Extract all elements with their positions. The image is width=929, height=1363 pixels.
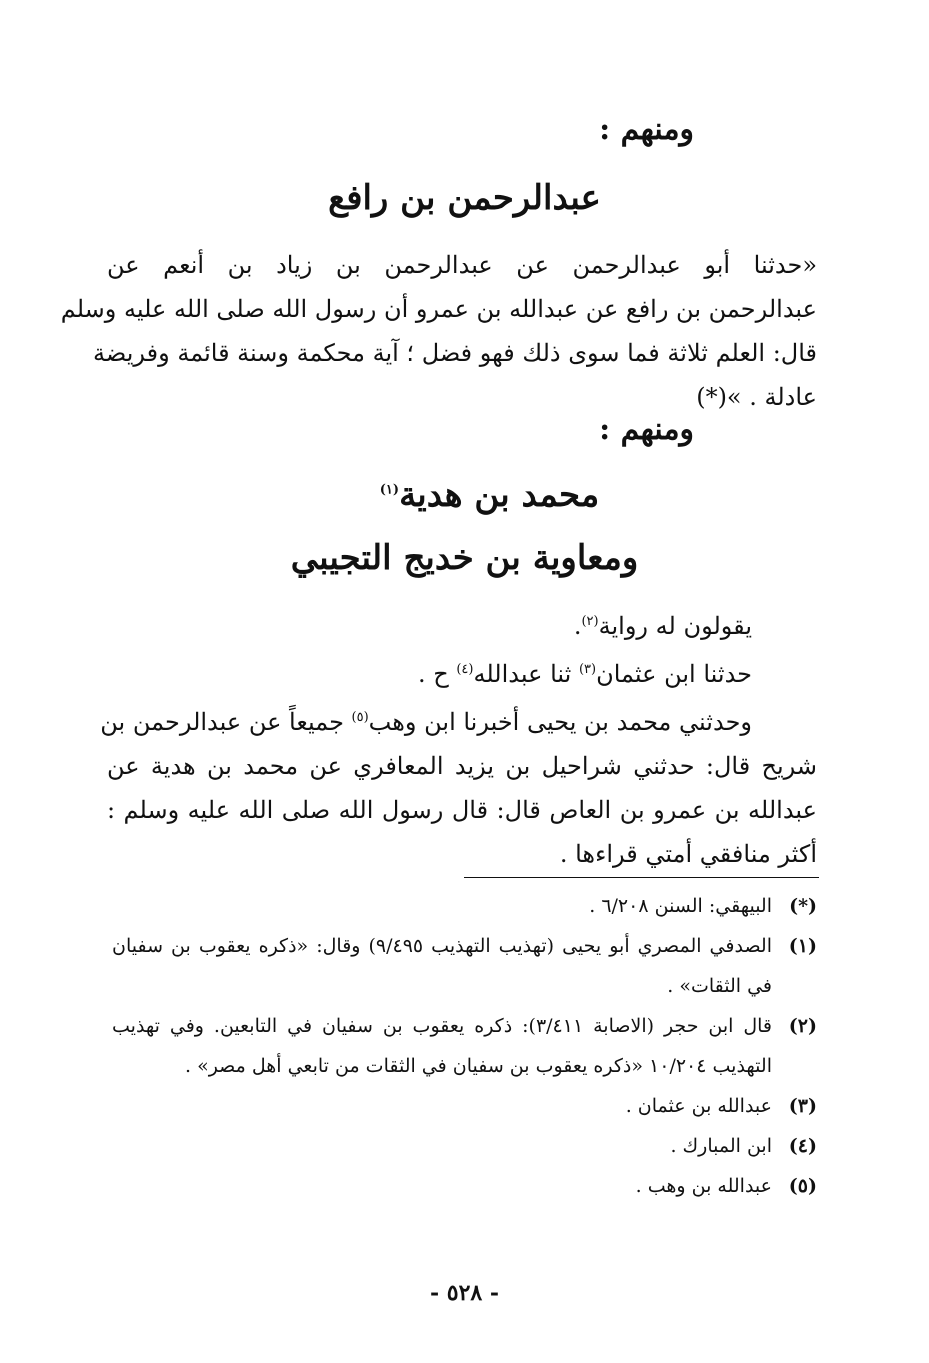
text-line: أكثر منافقي أمتي قراءها . [559, 840, 817, 868]
hadith-paragraph [100, 600, 817, 876]
footnote-ref: (٣) [578, 662, 597, 677]
footnote-ref: (٤) [456, 662, 474, 677]
text-line: عادلة . »(*) [696, 383, 817, 411]
footnote [112, 1126, 817, 1166]
text-line [107, 600, 817, 648]
footnote-number: (٥) [788, 1175, 817, 1197]
footnote-text: البيهقي: السنن ٦/٢٠٨ . [589, 895, 772, 917]
text-line: شريح قال: حدثني شراحيل بن يزيد المعافري عن محمد بن هدية عن [107, 752, 817, 780]
text-line [107, 648, 817, 696]
footnote-number: (١) [788, 935, 817, 957]
section-intro-heading: ومنهم : [599, 112, 694, 147]
footnote-number: (٢) [788, 1015, 817, 1037]
footnote-text: قال ابن حجر (الاصابة ٣/٤١١): ذكره يعقوب بن سفيان في التابعين. وفي تهذيب التهذيب ١٠/٢٠٤ «ذكره يعقوب بن سفيان في الثقات من تابعي أهل مصر» . [112, 1015, 772, 1077]
footnote-divider [464, 877, 819, 878]
text-line [100, 696, 817, 744]
footnote-ref: (٥) [351, 710, 369, 725]
footnote-text: عبدالله بن وهب . [635, 1175, 772, 1197]
narrator-title: ومعاوية بن خديج التجيبي [290, 538, 639, 578]
footnote-ref: (٢) [581, 614, 599, 629]
text-line: عبدالله بن عمرو بن العاص قال: قال رسول الله صلى الله عليه وسلم : [107, 796, 817, 824]
footnote [112, 1006, 817, 1086]
footnote-number: (*) [789, 895, 817, 917]
footnote-text: عبدالله بن عثمان . [625, 1095, 772, 1117]
text-run: . [573, 612, 582, 640]
footnotes [112, 886, 817, 1206]
text-run: وحدثني محمد بن يحيى أخبرنا ابن وهب [368, 708, 752, 736]
footnote-ref: (١) [379, 482, 400, 498]
footnote-text: ابن المبارك . [670, 1135, 772, 1157]
page-number: - ٥٢٨ - [429, 1280, 500, 1306]
footnote [112, 1166, 817, 1206]
text-run: ثنا عبدالله [473, 660, 579, 688]
footnote [112, 926, 817, 1006]
hadith-paragraph [60, 243, 817, 419]
section-intro-heading: ومنهم : [599, 412, 694, 447]
text-run: حدثنا ابن عثمان [596, 660, 752, 688]
text-run: يقولون له رواية [598, 612, 752, 640]
narrator-title: عبدالرحمن بن رافع [328, 178, 601, 218]
footnote-text: الصدفي المصري أبو يحيى (تهذيب التهذيب ٩/٤٩٥) وقال: «ذكره يعقوب بن سفيان في الثقات» . [112, 935, 772, 997]
footnote-number: (٣) [788, 1095, 817, 1117]
footnote [112, 1086, 817, 1126]
footnote-number: (٤) [788, 1135, 817, 1157]
footnote [112, 886, 817, 926]
text-line: «حدثنا أبو عبدالرحمن عن عبدالرحمن بن زياد بن أنعم عن [107, 251, 817, 279]
narrator-name: محمد بن هدية [399, 475, 600, 515]
text-line: قال: العلم ثلاثة فما سوى ذلك فهو فضل ؛ آية محكمة وسنة قائمة وفريضة [93, 339, 817, 367]
text-run: جميعاً عن عبدالرحمن بن [100, 708, 352, 736]
narrator-title [25, 475, 929, 515]
text-line: عبدالرحمن بن رافع عن عبدالله بن عمرو أن رسول الله صلى الله عليه وسلم [60, 295, 817, 323]
text-run: ح . [417, 660, 457, 688]
